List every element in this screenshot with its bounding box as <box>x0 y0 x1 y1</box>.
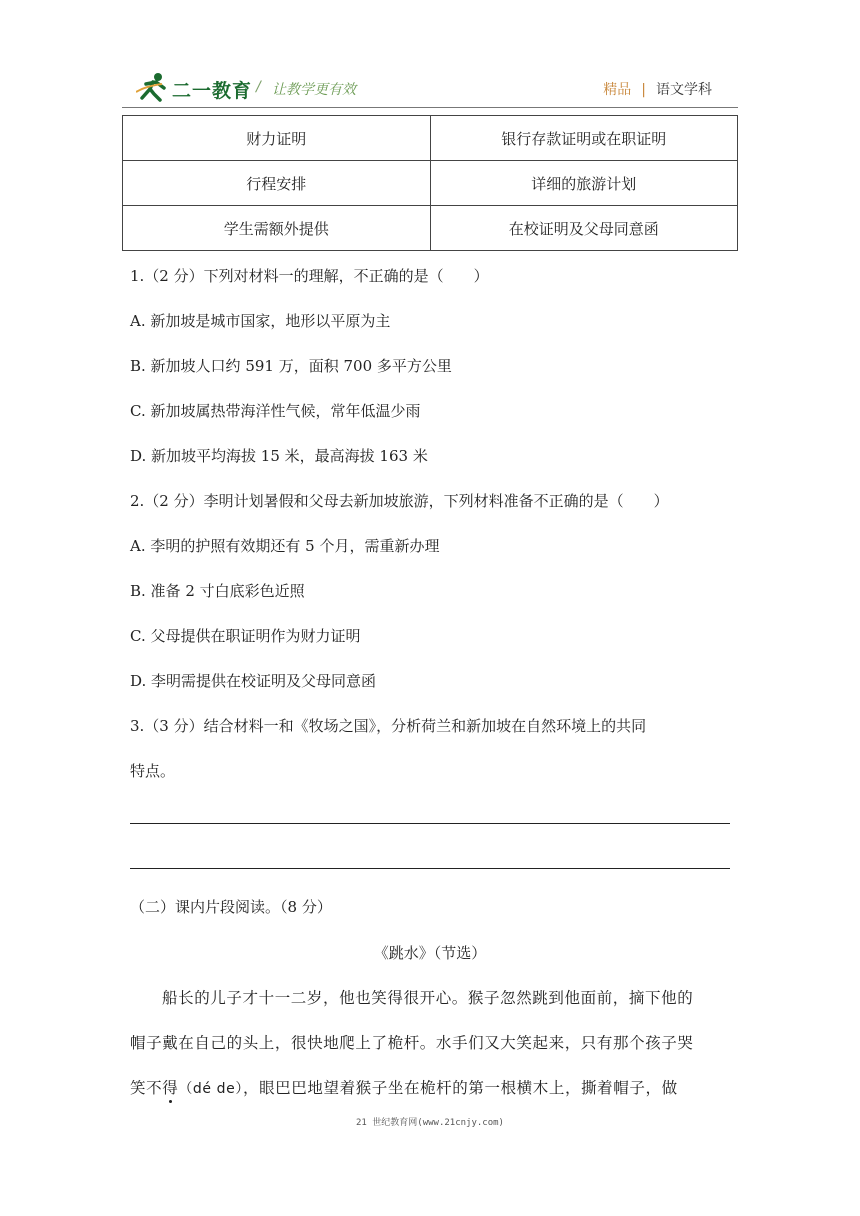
question-2-option-a: A. 李明的护照有效期还有 5 个月，需重新办理 <box>130 537 440 555</box>
passage-line-1: 船长的儿子才十一二岁，他也笑得很开心。猴子忽然跳到他面前，摘下他的 <box>162 989 694 1007</box>
table-cell: 行程安排 <box>123 161 431 206</box>
pinyin-annotation: （dé de） <box>178 1081 243 1097</box>
slogan: 让教学更有效 <box>272 82 356 98</box>
page-footer: 21 世纪教育网(www.21cnjy.com) <box>356 1118 504 1128</box>
answer-line <box>130 868 730 869</box>
tag-separator: | <box>641 82 646 98</box>
table-row <box>123 161 738 206</box>
subject-label: 语文学科 <box>656 82 712 98</box>
question-2-option-b: B. 准备 2 寸白底彩色近照 <box>130 582 305 600</box>
passage-text: 笑不 <box>130 1079 163 1097</box>
question-2: 2.（2 分）李明计划暑假和父母去新加坡旅游，下列材料准备不正确的是（ ） <box>130 492 669 510</box>
subject-tag <box>603 79 712 99</box>
question-1: 1.（2 分）下列对材料一的理解，不正确的是（ ） <box>130 267 489 285</box>
requirements-table <box>122 115 738 251</box>
table-cell: 详细的旅游计划 <box>430 161 738 206</box>
page-header <box>122 70 738 106</box>
table-row <box>123 206 738 251</box>
table-cell: 银行存款证明或在职证明 <box>430 116 738 161</box>
question-2-option-c: C. 父母提供在职证明作为财力证明 <box>130 627 361 645</box>
table-cell: 学生需额外提供 <box>123 206 431 251</box>
section-heading: （二）课内片段阅读。（8 分） <box>130 898 332 916</box>
running-figure-logo-icon <box>136 72 170 102</box>
question-3-line-1: 3.（3 分）结合材料一和《牧场之国》，分析荷兰和新加坡在自然环境上的共同 <box>130 717 647 735</box>
question-1-option-d: D. 新加坡平均海拔 15 米，最高海拔 163 米 <box>130 447 428 465</box>
passage-title: 《跳水》（节选） <box>373 944 487 962</box>
logo-text: 二一教育 <box>172 80 253 102</box>
passage-text: ，眼巴巴地望着猴子坐在桅杆的第一根横木上，撕着帽子，做 <box>242 1079 678 1097</box>
passage-line-3 <box>130 1076 678 1098</box>
table-cell: 在校证明及父母同意函 <box>430 206 738 251</box>
slogan-separator: / <box>256 79 261 95</box>
question-1-option-b: B. 新加坡人口约 591 万，面积 700 多平方公里 <box>130 357 452 375</box>
question-2-option-d: D. 李明需提供在校证明及父母同意函 <box>130 672 377 690</box>
emphasized-char: 得 <box>162 1079 179 1097</box>
question-3-line-2: 特点。 <box>130 762 176 780</box>
table-row <box>123 116 738 161</box>
question-1-option-a: A. 新加坡是城市国家，地形以平原为主 <box>130 312 391 330</box>
header-divider <box>122 107 738 108</box>
question-1-option-c: C. 新加坡属热带海洋性气候，常年低温少雨 <box>130 402 421 420</box>
answer-line <box>130 823 730 824</box>
quality-tag: 精品 <box>603 82 632 98</box>
table-cell: 财力证明 <box>123 116 431 161</box>
passage-line-2: 帽子戴在自己的头上，很快地爬上了桅杆。水手们又大笑起来，只有那个孩子哭 <box>130 1034 694 1052</box>
